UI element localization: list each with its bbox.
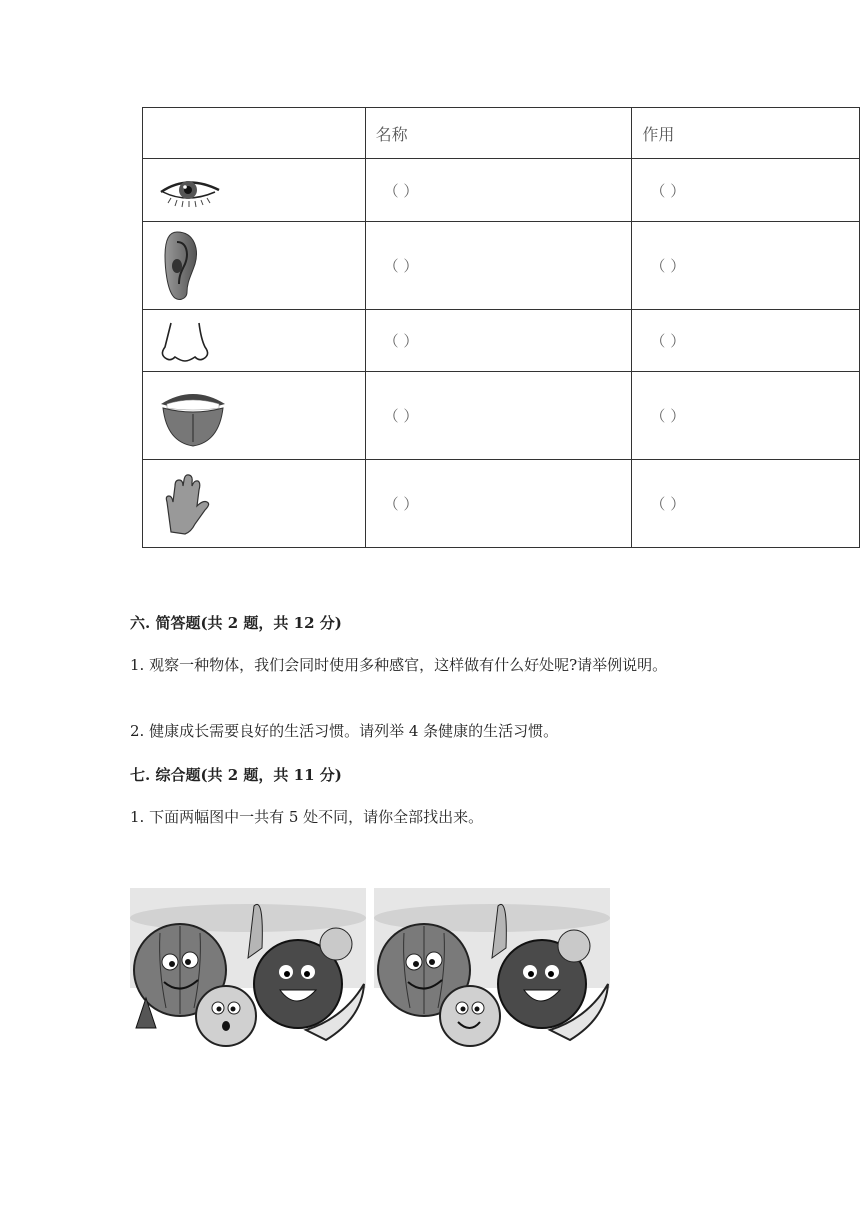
- use-blank[interactable]: （ ）: [650, 495, 686, 513]
- name-blank-cell: [365, 372, 632, 460]
- section7-question-1: 1. 下面两幅图中一共有 5 处不同，请你全部找出来。: [130, 808, 484, 826]
- use-blank[interactable]: （ ）: [650, 332, 686, 350]
- name-blank-cell: [365, 460, 632, 548]
- name-blank[interactable]: （ ）: [383, 407, 419, 425]
- eye-icon: [157, 170, 365, 210]
- difference-picture-right[interactable]: [374, 888, 610, 1048]
- fruit-vegetable-cartoon-left: [130, 888, 366, 1048]
- table-row: [143, 159, 860, 222]
- use-blank-cell: [632, 222, 860, 310]
- name-blank[interactable]: （ ）: [383, 495, 419, 513]
- header-blank-cell: [143, 108, 366, 159]
- organ-image-cell: [143, 460, 366, 548]
- section6-question-2: 2. 健康成长需要良好的生活习惯。请列举 4 条健康的生活习惯。: [130, 722, 559, 740]
- use-blank-cell: [632, 159, 860, 222]
- table-row: [143, 372, 860, 460]
- table-row: [143, 310, 860, 372]
- header-name-cell: [365, 108, 632, 159]
- name-blank[interactable]: （ ）: [383, 332, 419, 350]
- section6-title: 六. 简答题(共 2 题，共 12 分): [130, 614, 342, 632]
- use-blank[interactable]: （ ）: [650, 407, 686, 425]
- nose-icon: [157, 319, 365, 363]
- header-use-cell: [632, 108, 860, 159]
- name-blank-cell: [365, 222, 632, 310]
- header-use: 作用: [642, 124, 675, 144]
- name-blank-cell: [365, 159, 632, 222]
- ear-icon: [157, 228, 365, 304]
- name-blank-cell: [365, 310, 632, 372]
- table-row: [143, 222, 860, 310]
- organ-image-cell: [143, 222, 366, 310]
- senses-table: [142, 107, 860, 548]
- table-row: [143, 460, 860, 548]
- fruit-vegetable-cartoon-right: [374, 888, 610, 1048]
- use-blank-cell: [632, 372, 860, 460]
- use-blank[interactable]: （ ）: [650, 257, 686, 275]
- table-header-row: [143, 108, 860, 159]
- section6-question-1: 1. 观察一种物体，我们会同时使用多种感官，这样做有什么好处呢?请举例说明。: [130, 656, 668, 674]
- use-blank-cell: [632, 460, 860, 548]
- organ-image-cell: [143, 310, 366, 372]
- section7-title: 七. 综合题(共 2 题，共 11 分): [130, 766, 342, 784]
- use-blank[interactable]: （ ）: [650, 181, 686, 200]
- organ-image-cell: [143, 372, 366, 460]
- organ-image-cell: [143, 159, 366, 222]
- header-name: 名称: [375, 124, 408, 144]
- use-blank-cell: [632, 310, 860, 372]
- hand-icon: [157, 472, 365, 536]
- difference-picture-left[interactable]: [130, 888, 366, 1048]
- name-blank[interactable]: （ ）: [383, 181, 419, 200]
- mouth-tongue-icon: [157, 384, 365, 448]
- name-blank[interactable]: （ ）: [383, 257, 419, 275]
